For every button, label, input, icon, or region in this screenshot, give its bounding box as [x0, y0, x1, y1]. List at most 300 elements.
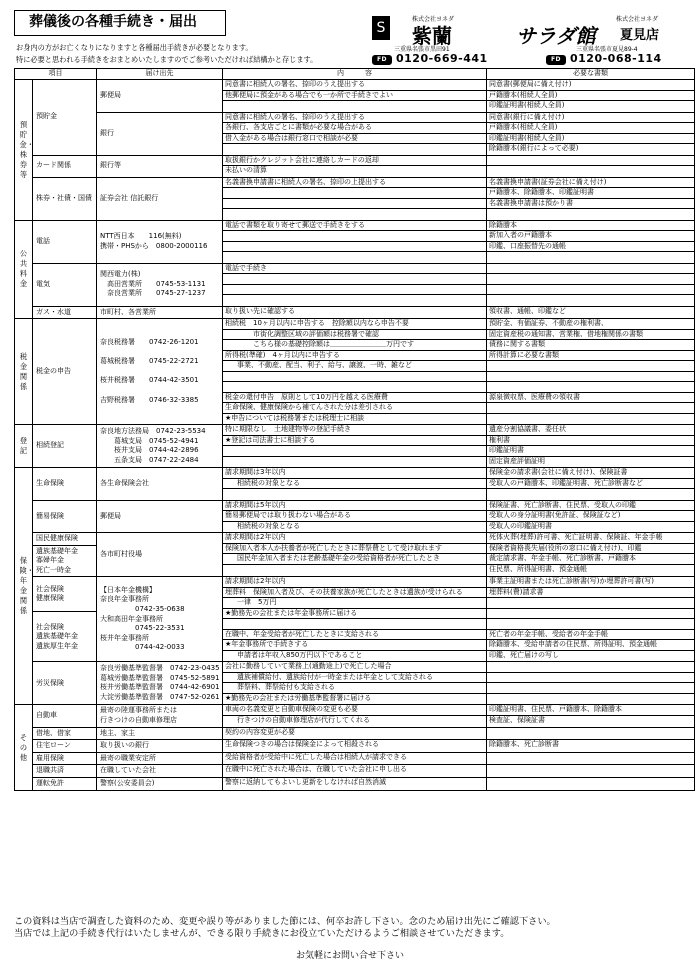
- saradakan-logo: [516, 14, 696, 70]
- item-cell-text: 運転免許: [36, 779, 64, 788]
- content-cell-lines: [223, 577, 486, 661]
- place-cell-text: 警察(公安委員会): [100, 779, 155, 788]
- docs-cell-line: 埋葬料(費)請求書: [487, 588, 694, 599]
- docs-cell: [487, 778, 695, 791]
- content-cell: [223, 765, 487, 778]
- item-cell-text: 税金の申告: [36, 366, 71, 375]
- docs-cell-line: 戸籍謄本(相続人全員): [487, 91, 694, 102]
- place-cell: [97, 765, 223, 778]
- content-cell: [223, 533, 487, 577]
- item-cell-text: 簡易保険: [36, 511, 64, 520]
- docs-cell-line: [487, 778, 694, 789]
- place-cell: [97, 112, 223, 155]
- content-cell-lines: [223, 662, 486, 704]
- docs-cell-lines: [487, 113, 694, 155]
- phone-number[interactable]: [372, 52, 488, 65]
- docs-cell-lines: [487, 662, 694, 704]
- content-cell-lines: [223, 319, 486, 424]
- docs-cell: [487, 319, 695, 425]
- place-cell-text: 市町村、各営業所: [100, 307, 156, 316]
- content-cell-line: [223, 209, 486, 220]
- group-label-cell: [15, 220, 33, 319]
- docs-cell: [487, 727, 695, 740]
- content-cell: [223, 80, 487, 113]
- procedures-table-wrapper: [14, 68, 694, 791]
- docs-cell-line: 受取人の戸籍謄本、印鑑証明書、死亡診断書など: [487, 479, 694, 490]
- docs-cell: [487, 500, 695, 533]
- content-cell-line: 特に期限なし 土地建物等の登記手続き: [223, 425, 486, 436]
- content-cell-line: 会社に勤務していて業務上(通勤途上)で死亡した場合: [223, 662, 486, 673]
- place-cell: [97, 533, 223, 577]
- item-cell-text: 生命保険: [36, 479, 64, 488]
- docs-cell-line: 印鑑、口座振替先の通帳: [487, 242, 694, 253]
- content-cell-line: 市街化調整区域の評価額は税務署で確認: [223, 330, 486, 341]
- item-cell: [33, 500, 97, 533]
- docs-cell-line: [487, 489, 694, 500]
- content-cell-line: 税金の還付申告 原則として10万円を越える医療費: [223, 393, 486, 404]
- content-cell-line: ★登記は司法書士に相談する: [223, 436, 486, 447]
- docs-cell-lines: [487, 728, 694, 739]
- table-row: [15, 306, 695, 319]
- group-label: 預貯金・株券等: [19, 119, 34, 179]
- content-cell-line: 埋葬料 保険加入者及び、その扶養家族が死亡したときは遺族が受けられる: [223, 588, 486, 599]
- item-cell: [33, 662, 97, 705]
- docs-cell: [487, 752, 695, 765]
- docs-cell-line: [487, 673, 694, 684]
- item-cell: [33, 319, 97, 425]
- procedures-table: [14, 68, 695, 791]
- header-place: 届け出先: [97, 69, 223, 80]
- content-cell-lines: [223, 264, 486, 306]
- content-cell-line: 一律 5万円: [223, 598, 486, 609]
- item-cell: [33, 612, 97, 662]
- table-row: [15, 577, 695, 612]
- group-label-cell: [15, 705, 33, 790]
- docs-cell-line: 固定資産税の通知書、営業権、借地権関係の書類: [487, 330, 694, 341]
- content-cell-line: 車両の名義変更と自動車保険の変更も必要: [223, 705, 486, 716]
- docs-cell-line: 除籍謄本: [487, 221, 694, 232]
- docs-cell-lines: [487, 178, 694, 220]
- content-cell-lines: [223, 728, 486, 739]
- content-cell: [223, 752, 487, 765]
- table-row: [15, 155, 695, 177]
- place-cell-text: 各市町村役場: [100, 549, 142, 558]
- content-cell-line: [223, 242, 486, 253]
- item-cell: [33, 425, 97, 468]
- content-cell-lines: [223, 156, 486, 177]
- docs-cell-line: [487, 683, 694, 694]
- item-cell-text: 住宅ローン: [36, 741, 71, 750]
- docs-cell: [487, 468, 695, 501]
- content-cell-line: 請求期間は2年以内: [223, 577, 486, 588]
- place-cell-text: 証券会社 信託銀行: [100, 193, 159, 202]
- item-cell: [33, 740, 97, 753]
- place-cell-text: 銀行等: [100, 161, 121, 170]
- place-cell: [97, 705, 223, 727]
- content-cell-line: 他郵便局に預金がある場合でも一か所で手続きでよい: [223, 91, 486, 102]
- docs-cell-line: [487, 209, 694, 220]
- content-cell-line: [223, 252, 486, 263]
- content-cell-lines: [223, 533, 486, 575]
- content-cell-lines: [223, 221, 486, 263]
- content-cell-line: 名義書換申請書に相続人の署名、捺印の上提出する: [223, 178, 486, 189]
- content-cell: [223, 577, 487, 662]
- content-cell: [223, 155, 487, 177]
- place-cell: [97, 319, 223, 425]
- docs-cell-line: 検査証、保険証書: [489, 715, 545, 724]
- content-cell: [223, 778, 487, 791]
- docs-cell-lines: [487, 705, 694, 726]
- item-cell: [33, 705, 97, 727]
- docs-cell-line: [487, 403, 694, 414]
- item-cell: [33, 263, 97, 306]
- place-cell: [97, 778, 223, 791]
- docs-cell-line: 印鑑、死亡届けの写し: [489, 650, 559, 659]
- content-cell-lines: [223, 178, 486, 220]
- docs-cell-lines: [487, 501, 694, 533]
- content-cell-line: [223, 188, 486, 199]
- content-cell-lines: [223, 113, 486, 155]
- content-cell-lines: [223, 468, 486, 500]
- docs-cell-line: [487, 728, 694, 739]
- docs-cell-line: 保険金の請求書(会社に備え付け)、保険証書: [487, 468, 694, 479]
- place-cell: [97, 577, 223, 662]
- docs-cell: [487, 263, 695, 306]
- docs-cell-line: [487, 609, 694, 620]
- table-row: [15, 778, 695, 791]
- content-cell: [223, 727, 487, 740]
- content-cell-line: [223, 295, 486, 306]
- header-content: 内 容: [223, 69, 487, 80]
- content-cell-line: 取扱銀行かクレジット会社に連絡しカードの返却: [223, 156, 486, 167]
- content-cell-line: 事業、不動産、配当、利子、給与、譲渡、一時、雑など: [223, 361, 486, 372]
- docs-cell: [487, 705, 695, 727]
- group-label: 保険・年金関係: [19, 556, 34, 616]
- content-cell: [223, 425, 487, 468]
- free-dial-icon: FD: [546, 55, 566, 65]
- content-cell: [223, 500, 487, 533]
- docs-cell-lines: [487, 319, 694, 424]
- docs-cell-line: 印鑑証明書: [487, 446, 694, 457]
- docs-cell-line: [487, 295, 694, 306]
- table-row: [15, 263, 695, 306]
- docs-cell-line: [487, 414, 694, 425]
- place-cell: [97, 80, 223, 113]
- group-label: 登記: [19, 436, 28, 456]
- docs-cell-line: [487, 765, 694, 776]
- table-row: [15, 752, 695, 765]
- intro-line: 特に必要と思われる手続きをおまとめいたしますのでご参考いただければ結構かと存じます。: [16, 55, 318, 64]
- content-cell-line: 相続税 10ヶ月以内に申告する 控除額以内なら申告不要: [223, 319, 486, 330]
- docs-cell-line: 除籍謄本、死亡診断書: [489, 740, 559, 749]
- docs-cell-line: 名義書換申請書(証券会社に備え付け): [487, 178, 694, 189]
- docs-cell-lines: [487, 740, 694, 751]
- docs-cell: [487, 177, 695, 220]
- docs-cell-line: [487, 694, 694, 705]
- content-cell-line: 警察に返納してもよいし更新をしなければ自然消滅: [225, 778, 386, 787]
- content-cell-line: [223, 565, 486, 576]
- item-cell: [33, 577, 97, 612]
- content-cell-lines: [223, 705, 486, 726]
- docs-cell-line: 印鑑証明書(相続人全員): [489, 101, 565, 109]
- content-cell-line: [223, 274, 486, 285]
- place-cell: [97, 740, 223, 753]
- place-cell-text: 奈良税務署 0742-26-1201 葛城税務署 0745-22-2721 桜井税務署 0744-42-3501 吉野税務署 0746-32-3385: [100, 338, 199, 404]
- docs-cell-line: 預貯金、有価証券、不動産の権利書、: [487, 319, 694, 330]
- table-header-row: [15, 69, 695, 80]
- content-cell-line: [223, 372, 486, 383]
- content-cell-line: 請求期間は2年以内: [223, 533, 486, 544]
- place-cell: [97, 177, 223, 220]
- docs-cell-line: [487, 285, 694, 296]
- item-cell-text: 社会保険 遺族基礎年金 遺族厚生年金: [36, 622, 78, 650]
- place-cell-text: 郵便局: [100, 511, 121, 520]
- place-cell-text: 地主、家主: [100, 728, 135, 737]
- content-cell: [223, 177, 487, 220]
- address: 三重県名張市夏見89-4: [576, 46, 638, 53]
- docs-cell: [487, 155, 695, 177]
- docs-cell-line: [487, 619, 694, 630]
- group-label-cell: [15, 468, 33, 705]
- place-cell-text: 在職していた会社: [100, 766, 156, 775]
- content-cell-line: 受給資格者が受給中に死亡した場合は相続人が請求できる: [225, 752, 407, 761]
- docs-cell-line: 事業主証明書または死亡診断書(写)か埋葬許可書(写): [487, 577, 694, 588]
- content-cell: [223, 263, 487, 306]
- item-cell: [33, 80, 97, 156]
- content-cell-line: 申請者は年収入850万円以下であること: [237, 650, 363, 659]
- docs-cell-line: 固定資産評価証明: [489, 456, 545, 465]
- docs-cell: [487, 306, 695, 319]
- content-cell-line: [223, 231, 486, 242]
- group-label: 税金関係: [19, 351, 28, 391]
- group-label-cell: [15, 319, 33, 425]
- place-cell: [97, 752, 223, 765]
- content-cell-line: [223, 382, 486, 393]
- footer-note: 当店では上記の手続き代行はいたしませんが、できる限り手続きにお役立ていただけるようご相談させていただきます。: [14, 928, 510, 939]
- place-cell-text: 各生命保険会社: [100, 479, 149, 488]
- content-cell-line: ★年金事務所で手続きする: [223, 640, 486, 651]
- item-cell-text: 自動車: [36, 711, 57, 720]
- content-cell-line: こちら様の基礎控除額は＿＿＿＿＿＿＿＿万円です: [223, 340, 486, 351]
- content-cell-line: [223, 285, 486, 296]
- docs-cell-line: 死体火葬(埋葬)許可書、死亡証明書、保険証、年金手帳: [487, 533, 694, 544]
- docs-cell-lines: [487, 533, 694, 575]
- docs-cell-lines: [487, 765, 694, 776]
- docs-cell-line: 住民票、所得証明書、預金通帳: [489, 564, 587, 573]
- content-cell-line: 葬祭料、葬祭給付も支給される: [223, 683, 486, 694]
- table-row: [15, 705, 695, 727]
- table-row: [15, 177, 695, 220]
- content-cell-line: [223, 199, 486, 210]
- docs-cell-line: 同意書(銀行に備え付け): [487, 113, 694, 124]
- content-cell-line: 取り扱い先に確認する: [225, 306, 295, 315]
- item-cell-text: 遺族基礎年金 寡婦年金 死亡一時金: [36, 546, 78, 574]
- place-cell: [97, 727, 223, 740]
- content-cell-line: [223, 619, 486, 630]
- docs-cell-lines: [487, 80, 694, 112]
- content-cell-line: 生命保険つきの場合は保険金によって相殺される: [225, 740, 379, 749]
- docs-cell: [487, 220, 695, 263]
- table-body: [15, 80, 695, 791]
- table-row: [15, 468, 695, 501]
- docs-cell-lines: [487, 156, 694, 177]
- header-docs: 必要な書類: [487, 69, 695, 80]
- content-cell-lines: [223, 740, 486, 751]
- shiran-logo: [372, 14, 492, 70]
- docs-cell-lines: [487, 307, 694, 318]
- docs-cell-line: 債務に関する書類: [487, 340, 694, 351]
- docs-cell-lines: [487, 577, 694, 661]
- item-cell-text: 預貯金: [36, 112, 57, 121]
- content-cell-line: [223, 446, 486, 457]
- docs-cell-line: [487, 264, 694, 275]
- docs-cell: [487, 112, 695, 155]
- store-name: 夏見店: [620, 28, 660, 43]
- content-cell: [223, 306, 487, 319]
- content-cell-lines: [223, 425, 486, 467]
- brand-name: 紫蘭: [412, 24, 452, 48]
- address: 三重県名張市黒田91: [394, 46, 450, 53]
- item-cell-text: カード関係: [36, 161, 71, 170]
- intro-line: お身内の方がお亡くなりになりますと各種届出手続きが必要となります。: [16, 43, 253, 52]
- content-cell-line: ★申告については税務署または税理士に相談: [225, 413, 365, 422]
- contact-message: お気軽にお問い合せ下さい: [295, 951, 404, 961]
- place-cell-text: 最寄の職業安定所: [100, 753, 156, 762]
- table-row: [15, 220, 695, 263]
- content-cell-line: 生命保険、健康保険から補てんされた分は差引される: [223, 403, 486, 414]
- docs-cell: [487, 425, 695, 468]
- docs-cell-line: 権利書: [487, 436, 694, 447]
- place-cell-text: 【日本年金機構】 奈良年金事務所 0742-35-0638 大和高田年金事務所 0745-22-3531 桜井年金事務所 0744-42-0033: [100, 585, 185, 652]
- docs-cell-line: 戸籍謄本(相続人全員): [487, 123, 694, 134]
- phone-number[interactable]: [546, 52, 662, 65]
- content-cell-line: 借入金がある場合は銀行窓口で相談が必要: [223, 134, 486, 145]
- content-cell-line: 電話で手続き: [223, 264, 486, 275]
- table-row: [15, 500, 695, 533]
- content-cell: [223, 705, 487, 727]
- content-cell-line: 遺族補償給付、遺族給付が一時金または年金として支給される: [223, 673, 486, 684]
- content-cell-line: 相続税の対象となる: [223, 479, 486, 490]
- content-cell-line: [223, 101, 486, 112]
- header-item: 項目: [15, 69, 97, 80]
- place-cell-text: 銀行: [100, 128, 114, 137]
- content-cell-line: 電話で書類を取り寄せて郵送で手続きをする: [223, 221, 486, 232]
- item-cell-text: ガス・水道: [36, 307, 71, 316]
- content-cell-lines: [223, 778, 486, 789]
- place-cell-text: 郵便局: [100, 90, 121, 99]
- table-row: [15, 319, 695, 425]
- item-cell-text: 労災保険: [36, 678, 64, 687]
- item-cell-text: 雇用保険: [36, 753, 64, 762]
- table-row: [15, 765, 695, 778]
- place-cell-text: 奈良労働基準監督署 0742-23-0435 葛城労働基準監督署 0745-52-5891 桜井労働基準監督署 0744-42-6901 大淀労働基準監督署 0747-52-0261: [100, 664, 220, 702]
- item-cell-text: 電気: [36, 279, 50, 288]
- group-label: 公共料金: [19, 249, 28, 289]
- item-cell: [33, 778, 97, 791]
- docs-cell: [487, 80, 695, 113]
- docs-cell-lines: [487, 753, 694, 764]
- docs-cell-line: 受取人の身分証明書(免許証、保険証など): [487, 511, 694, 522]
- table-row: [15, 533, 695, 546]
- table-row: [15, 112, 695, 155]
- docs-cell-line: 戸籍謄本、除籍謄本、印鑑証明書: [487, 188, 694, 199]
- docs-cell-line: [487, 156, 694, 167]
- item-cell-text: 電話: [36, 236, 50, 245]
- item-cell-text: 社会保険 健康保険: [36, 584, 64, 603]
- docs-cell-line: [487, 662, 694, 673]
- place-cell-text: 奈良地方法務局 0742-23-5534 葛城支局 0745-52-4941 桜井支局 0744-42-2896 五条支局 0747-22-2484: [100, 426, 206, 464]
- content-cell-line: 請求期間は3年以内: [223, 468, 486, 479]
- place-cell: [97, 468, 223, 501]
- content-cell-line: 簡易郵便局では取り扱わない場合がある: [223, 511, 486, 522]
- docs-cell-line: 源泉徴収票、医療費の領収書: [487, 393, 694, 404]
- docs-cell-line: 遺産分割協議書、委任状: [487, 425, 694, 436]
- content-cell-line: [223, 457, 486, 468]
- item-cell-text: 借地、借家: [36, 728, 71, 737]
- table-row: [15, 662, 695, 705]
- footer-notes: [14, 916, 694, 940]
- docs-cell-line: 受取人の印鑑証明書: [489, 521, 552, 530]
- content-cell-lines: [223, 753, 486, 764]
- intro-text: [16, 42, 356, 66]
- place-cell: [97, 662, 223, 705]
- place-cell: [97, 500, 223, 533]
- docs-cell-line: [487, 598, 694, 609]
- group-label-cell: [15, 80, 33, 221]
- content-cell: [223, 112, 487, 155]
- item-cell: [33, 220, 97, 263]
- docs-cell-line: 除籍謄本(銀行によって必要): [489, 144, 579, 152]
- content-cell-line: 請求期間は5年以内: [223, 501, 486, 512]
- content-cell-lines: [223, 765, 486, 776]
- content-cell-line: [223, 489, 486, 500]
- docs-cell-lines: [487, 221, 694, 263]
- content-cell: [223, 468, 487, 501]
- docs-cell-line: 所得計算に必要な書類: [487, 351, 694, 362]
- place-cell-text: 取り扱いの銀行: [100, 741, 149, 750]
- docs-cell: [487, 765, 695, 778]
- item-cell: [33, 533, 97, 546]
- table-row: [15, 80, 695, 113]
- content-cell-line: 同意書に相続人の署名、捺印のうえ提出する: [223, 113, 486, 124]
- content-cell-line: 在職中、年金受給者が死亡したときに支給される: [223, 630, 486, 641]
- place-cell: [97, 306, 223, 319]
- page-title: 葬儀後の各種手続き・届出: [14, 10, 226, 36]
- docs-cell-line: 同意書(郵便局に備え付け): [487, 80, 694, 91]
- content-cell-line: 行きつけの自動車修理店が代行してくれる: [237, 715, 370, 724]
- content-cell-line: 未払いの清算: [225, 166, 267, 174]
- docs-cell-lines: [487, 264, 694, 306]
- table-row: [15, 425, 695, 468]
- docs-cell-line: 保険証書、死亡診断書、住民票、受取人の印鑑: [487, 501, 694, 512]
- item-cell-text: 退職共済: [36, 766, 64, 775]
- place-cell-text: 関西電力(株) 高田営業所 0745-53-1131 奈良営業所 0745-27-1237: [100, 270, 206, 298]
- item-cell-text: 株券・社債・国債: [36, 193, 92, 202]
- content-cell-lines: [223, 80, 486, 112]
- brand-name: サラダ館: [516, 24, 596, 48]
- company-name: 株式会社ヨネダ: [616, 16, 659, 23]
- place-cell: [97, 155, 223, 177]
- content-cell-line: 相続税の対象となる: [237, 521, 300, 530]
- docs-cell-line: [487, 166, 694, 177]
- content-cell-line: 在職中に死亡された場合は、在職していた会社に申し出る: [225, 765, 407, 774]
- content-cell: [223, 740, 487, 753]
- content-cell: [223, 662, 487, 705]
- docs-cell-line: [487, 382, 694, 393]
- docs-cell-line: 裁定請求書、年金手帳、死亡診断書、戸籍謄本: [487, 554, 694, 565]
- place-cell-text: NTT西日本 116(無料) 携帯・PHSから 0800-2000116: [100, 231, 208, 250]
- content-cell-lines: [223, 501, 486, 533]
